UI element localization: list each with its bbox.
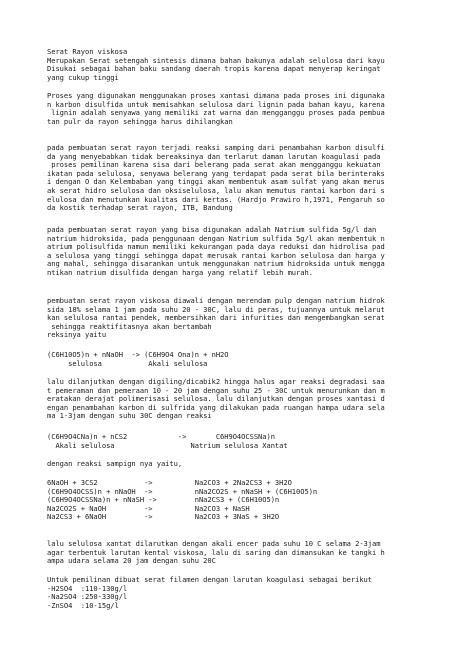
text-line: da kostik terhadap serat rayon, ITB, Bandung: [47, 203, 233, 213]
text-line: sida 18% selama 1 jam pada suhu 20 - 30C, lalu di peras, tujuannya untuk melarut: [47, 304, 385, 314]
text-line: ak serat hidro selulosa dan oksiselulosa, lalu akan memutus rantai karbon dari s: [47, 185, 385, 195]
text-line: Na2CS3 + 6NaOH -> Na2CO3 + 3NaS + 3H2O: [47, 512, 280, 522]
coagulation-paragraph: [47, 576, 372, 610]
text-line: ikatan pada selulosa, senyawa belerang yang terdapat pada serat bila berinteraks: [47, 168, 385, 178]
dissolution-paragraph: [47, 540, 385, 566]
text-line: -H2SO4 :110-130g/l: [47, 583, 128, 593]
text-line: t pemeraman dan pemeraan 10 - 20 jam dengan suhu 25 - 30C untuk menurunkan dan m: [47, 385, 385, 395]
text-line: ma 1-3jam dengan suhu 30C dengan reaksi: [47, 411, 212, 421]
text-line: tan pulr da rayon sehingga harus dihilangkan: [47, 116, 233, 126]
text-line: Akali selulosa Natrium selulosa Xantat: [47, 440, 288, 450]
text-line: proses pemilinan karena sisa dari belerang pada serat akan mengganggu kekuatan: [47, 160, 381, 170]
text-line: engan penambahan karbon di sulfrida yang dilakukan pada ruangan hampa udara sela: [47, 402, 385, 412]
text-line: dengan reaksi sampign nya yaitu,: [47, 459, 183, 468]
text-line: pada pembuatan serat rayon yang bisa digunakan adalah Natrium sulfida 5g/l dan: [47, 225, 377, 234]
text-line: elulosa dan menutunkan kualitas dari kertas. (Hardjo Prawiro h,1971, Pengaruh so: [47, 194, 385, 204]
text-line: Disukai sebagai bahan baku sandang daerah tropis karena dapat menyerap keringat: [47, 64, 381, 74]
text-line: natrium hidroksida, pada penggunaan dengan Natrium sulfida 5g/l akan membentuk n: [47, 233, 385, 243]
text-line: -ZnSO4 :10-15g/l: [47, 600, 119, 610]
text-line: yang cukup tinggi: [47, 72, 119, 82]
text-line: selulosa Akali selulosa: [47, 358, 208, 368]
text-line: (C6H9O4OCSS)n + nNaOH -> nNa2CO2S + nNaSH + (C6H10O5)n: [47, 486, 318, 496]
side-reaction-heading: [47, 460, 182, 469]
text-line: n karbon disulfida untuk memisahkan selulosa dari lignin pada bahan kayu, karena: [47, 99, 385, 109]
text-line: lalu selulosa xantat dilarutkan dengan akali encer pada suhu 10 C selama 2-3jam: [47, 539, 381, 548]
text-line: 6NaOH + 3CS2 -> Na2CO3 + 2Na2CS3 + 3H2O: [47, 478, 292, 487]
text-line: (C6H10O5)n + nNaOH -> (C6H9O4 Ona)n + nH2O: [47, 350, 229, 359]
text-line: kan selulosa rantai pendek, membersihkan dari infurities dan mengembangkan serat: [47, 313, 385, 323]
text-line: -Na2SO4 :250-330g/l: [47, 592, 128, 602]
text-line: pembuatan serat rayon viskosa diawali dengan merendam pulp dengan natrium hidrok: [47, 296, 385, 305]
intro-paragraph: [47, 48, 385, 82]
text-line: Serat Rayon viskosa: [47, 47, 128, 56]
side-reaction-list: [47, 479, 317, 522]
text-line: pada pembuatan serat rayon terjadi reaksi samping dari penambahan karbon disulfi: [47, 143, 385, 152]
side-reaction-paragraph: [47, 144, 385, 213]
text-line: reksinya yaitu: [47, 330, 107, 340]
text-line: a selulosa yang tinggi sehingga dapat merusak rantai karbon selulosa dan harga y: [47, 250, 385, 260]
text-line: (C6H9O4OCSSNa)n + nNaSH -> nNa2CS3 + (C6H10O5)n: [47, 495, 280, 505]
text-line: sehingga reaktifitasnya akan bertambah: [47, 321, 212, 331]
text-line: (C6H9O4CNa)n + nCS2 -> C6H9O4OCSSNa)n: [47, 432, 275, 441]
text-line: ntikan natrium disulfida dengan harga yang relatif lebih murah.: [47, 267, 313, 277]
text-line: Na2CO2S + NaOH -> Na2CO3 + NaSH: [47, 503, 250, 513]
text-line: ampa udara selama 20 jam dengan suhu 20C: [47, 556, 216, 566]
text-line: Merupakan Serat setengah sintesis dimana bahan bakunya adalah selulosa dari kayu: [47, 55, 385, 65]
alkali-cellulose-reaction: [47, 351, 229, 368]
text-line: eratakan derajat polimerisasi selulosa. lalu dilanjutkan dengan proses xantasi d: [47, 394, 385, 404]
text-line: atrium polisulfida namun memiliki kekurangan pada daya reduksi dan hidrolisa pad: [47, 242, 385, 252]
text-line: lalu dilanjutkan dengan digiling/dicabik2 hingga halus agar reaksi degradasi saa: [47, 377, 385, 386]
text-line: Untuk pemilinan dibuat serat filamen dengan larutan koagulasi sebagai berikut: [47, 575, 373, 584]
xanthate-reaction: [47, 433, 288, 450]
viscose-process-paragraph: [47, 297, 385, 340]
xanthation-paragraph: [47, 378, 385, 421]
text-line: Proses yang digunakan menggunakan proses xantasi dimana pada proses ini digunaka: [47, 91, 385, 100]
sodium-sulfide-paragraph: [47, 226, 385, 278]
text-line: ang mahal, sehingga disarankan untuk menggunakan natrium hidroksida untuk mengga: [47, 259, 385, 269]
xanthate-process-paragraph: [47, 92, 385, 126]
text-line: i dengan O dan Kelembaban yang tinggi akan membentuk asam sulfat yang akan merus: [47, 177, 385, 187]
text-line: agar terbentuk larutan kental viskosa, lalu di saring dan dimansukan ke tangki h: [47, 547, 385, 557]
text-line: da yang menyebabkan tidak bereaksinya dan terlarut daman larutan koagulasi pada: [47, 151, 381, 161]
text-line: lignin adalah senyawa yang memiliki zat warna dan mengganggu proses pada pembua: [47, 108, 385, 118]
